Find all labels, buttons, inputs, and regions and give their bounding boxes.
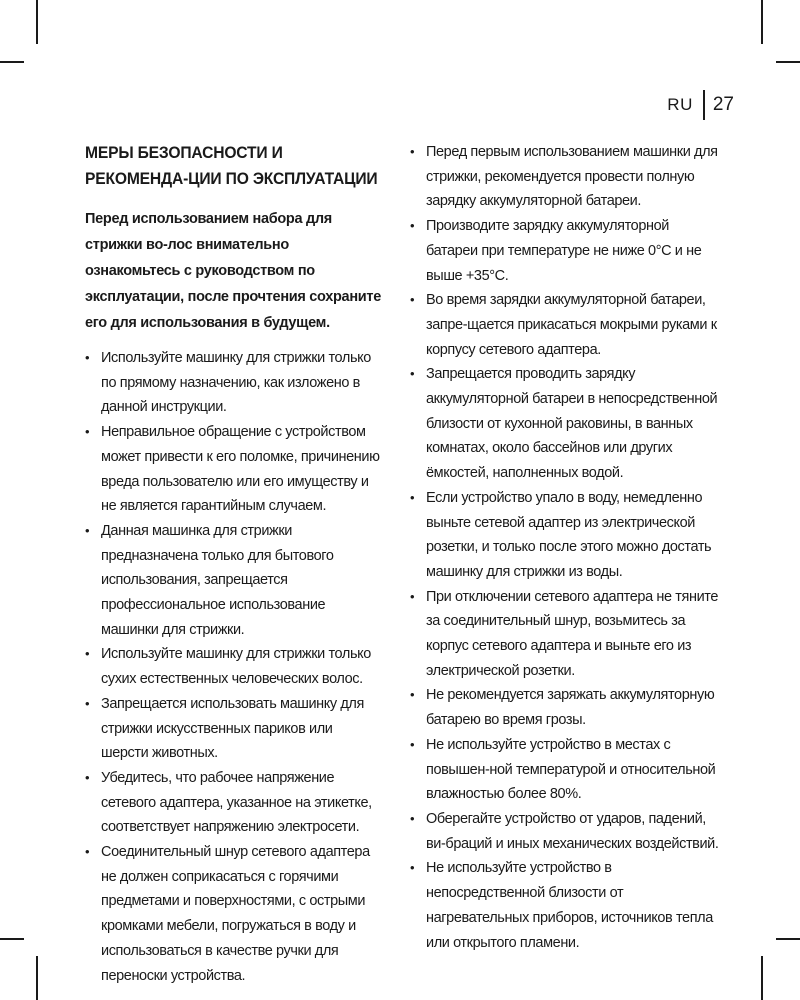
language-code: RU bbox=[667, 95, 693, 114]
list-item: • Не рекомендуется заряжать аккумуляторную батарею во время грозы. bbox=[410, 683, 722, 732]
page-header bbox=[667, 90, 734, 120]
list-item: • Запрещается проводить зарядку аккумуляторной батареи в непосредственной близости от кухонной раковины, в ванных комнатах, около бассейнов или других ёмкостей, наполненных водой. bbox=[410, 362, 722, 486]
safety-list-right bbox=[410, 140, 722, 955]
list-item: • Используйте машинку для стрижки только сухих естественных человеческих волос. bbox=[85, 642, 383, 691]
list-item: • Оберегайте устройство от ударов, падений, ви-браций и иных механических воздействий. bbox=[410, 807, 722, 856]
list-item: • Соединительный шнур сетевого адаптера не должен соприкасаться с горячими предметами и поверхностями, с острыми кромками мебели, погружаться в воду и использоваться в качестве ручки для переноски устройства. bbox=[85, 840, 383, 988]
list-item: • Не используйте устройство в непосредственной близости от нагревательных приборов, источников тепла или открытого пламени. bbox=[410, 856, 722, 955]
crop-mark bbox=[761, 0, 763, 44]
crop-mark bbox=[776, 938, 800, 940]
list-item: • Производите зарядку аккумуляторной батареи при температуре не ниже 0°С и не выше +35°С. bbox=[410, 214, 722, 288]
list-item: • Неправильное обращение с устройством может привести к его поломке, причинению вреда пользователю или его имуществу и не является гарантийным случаем. bbox=[85, 420, 383, 519]
header-divider bbox=[703, 90, 705, 120]
crop-mark bbox=[36, 956, 38, 1000]
intro-paragraph: Перед использованием набора для стрижки во-лос внимательно ознакомьтесь с руководством по эксплуатации, после прочтения сохраните его для использования в будущем. bbox=[85, 211, 381, 331]
section-title: МЕРЫ БЕЗОПАСНОСТИ И РЕКОМЕНДА-ЦИИ ПО ЭКСПЛУАТАЦИИ bbox=[85, 143, 378, 188]
list-item: • Убедитесь, что рабочее напряжение сетевого адаптера, указанное на этикетке, соответствует напряжению электросети. bbox=[85, 766, 383, 840]
crop-mark bbox=[776, 61, 800, 63]
left-column bbox=[85, 140, 383, 988]
list-item: • Во время зарядки аккумуляторной батареи, запре-щается прикасаться мокрыми руками к корпусу сетевого адаптера. bbox=[410, 288, 722, 362]
crop-mark bbox=[36, 0, 38, 44]
right-column bbox=[410, 140, 722, 955]
list-item: • Не используйте устройство в местах с повышен-ной температурой и относительной влажностью более 80%. bbox=[410, 733, 722, 807]
crop-mark bbox=[0, 61, 24, 63]
list-item: • Запрещается использовать машинку для стрижки искусственных париков или шерсти животных. bbox=[85, 692, 383, 766]
list-item: • При отключении сетевого адаптера не тяните за соединительный шнур, возьмитесь за корпус сетевого адаптера и выньте его из электрической розетки. bbox=[410, 585, 722, 684]
crop-mark bbox=[0, 938, 24, 940]
safety-list-left bbox=[85, 346, 383, 988]
list-item: • Используйте машинку для стрижки только по прямому назначению, как изложено в данной инструкции. bbox=[85, 346, 383, 420]
list-item: • Если устройство упало в воду, немедленно выньте сетевой адаптер из электрической розетки, и только после этого можно достать машинку для стрижки из воды. bbox=[410, 486, 722, 585]
crop-mark bbox=[761, 956, 763, 1000]
list-item: • Данная машинка для стрижки предназначена только для бытового использования, запрещается профессиональное использование машинки для стрижки. bbox=[85, 519, 383, 643]
page-number: 27 bbox=[712, 94, 734, 115]
list-item: • Перед первым использованием машинки для стрижки, рекомендуется провести полную зарядку аккумуляторной батареи. bbox=[410, 140, 722, 214]
